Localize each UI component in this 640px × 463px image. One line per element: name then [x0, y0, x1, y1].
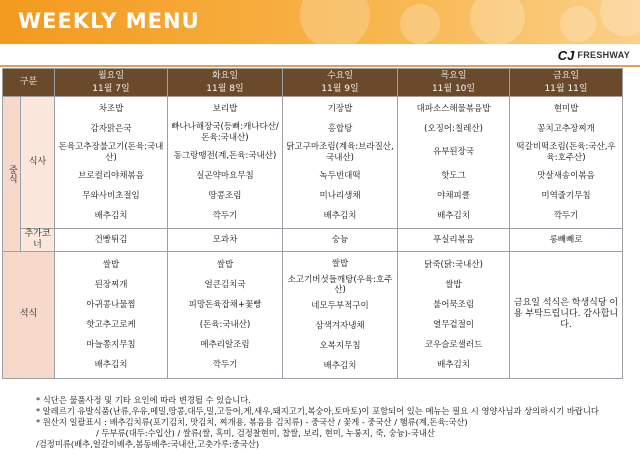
dinner-mon — [55, 251, 168, 378]
menu-item: 꽁치고추장찌개 — [537, 123, 595, 134]
menu-item: 유부된장국 — [432, 147, 475, 158]
page-title: WEEKLY MENU — [18, 9, 200, 33]
lunch-mon — [55, 97, 168, 229]
corner-mon: 건빵튀김 — [55, 229, 168, 252]
decor-circle — [560, 6, 596, 42]
dinner-tue — [168, 251, 283, 378]
dinner-fri — [510, 251, 623, 378]
lunch-label: 중식 — [3, 97, 21, 252]
menu-item: 불어묵조림 — [432, 299, 475, 310]
menu-item: 깍두기 — [553, 210, 579, 221]
menu-item: 아귀콩나물찜 — [86, 299, 136, 310]
footnote: * 알레르기 유발식품(난류,우유,메밀,땅콩,대두,밀,고등어,게,새우,돼지고기,복숭아,토마토)이 포함되어 있는 메뉴는 필요 시 영양사님과 상의하시기 바랍니다 — [36, 406, 599, 416]
menu-item: 배추김치 — [323, 360, 357, 371]
menu-item: 현미밥 — [553, 103, 579, 114]
menu-item: 돈육고추장불고기(돈육:국내산) — [58, 142, 164, 163]
divider — [0, 65, 640, 67]
dinner-label: 석식 — [3, 251, 55, 378]
day-date: 11월 10일 — [431, 83, 476, 94]
menu-item: (돈육:국내산) — [199, 319, 251, 330]
footnote: * 식단은 물품사정 및 기타 요인에 따라 변경될 수 있습니다. — [36, 395, 251, 405]
corner-tue: 모과차 — [168, 229, 283, 252]
brand-logo — [558, 47, 630, 63]
dinner-thu — [398, 251, 510, 378]
day-header-wed — [283, 69, 398, 97]
day-date: 11월 11일 — [544, 83, 588, 94]
menu-item: 깍두기 — [212, 210, 238, 221]
friday-dinner-notice: 금요일 석식은 학생식당 이용 부탁드립니다. 감사합니다. — [513, 297, 619, 331]
menu-item: 배추김치 — [437, 210, 470, 221]
header-row — [3, 69, 623, 97]
corner-thu: 푸실리볶음 — [398, 229, 510, 252]
menu-item: 홍합탕 — [327, 123, 353, 134]
menu-item: 배추김치 — [94, 210, 128, 221]
menu-item: 보리밥 — [212, 103, 238, 114]
menu-item: 쌀밥 — [331, 258, 349, 269]
decor-circle — [470, 0, 525, 44]
corner-fri: 롱빼빼로 — [510, 229, 623, 252]
menu-item: 쌀밥 — [216, 259, 234, 270]
day-name: 월요일 — [97, 71, 125, 82]
menu-item: 실곤약마요무침 — [196, 170, 254, 181]
footnote: * 원산지 일괄표시 : 배추김치류(포기김치, 맛김치, 찌개용, 볶음용 김치류) - 중국산 / 꽃게 - 중국산 / 햄류(계,돈육:국산) — [36, 417, 468, 427]
menu-item: 감자맑은국 — [90, 123, 132, 134]
menu-item: 네모두부적구이 — [311, 300, 369, 311]
day-name: 목요일 — [440, 71, 467, 82]
menu-item: 삼색겨자냉채 — [315, 320, 365, 331]
menu-item: 핫고추고로케 — [86, 319, 136, 330]
day-header-fri — [510, 69, 623, 97]
menu-item: 동그랑땡전(계,돈육:국내산) — [173, 150, 277, 161]
corner-wed: 숭늉 — [283, 229, 398, 252]
day-name: 금요일 — [552, 71, 580, 82]
menu-item: 미나리생채 — [319, 190, 361, 201]
menu-item: 브로컬리야채볶음 — [78, 170, 144, 181]
day-date: 11월 7일 — [92, 83, 130, 94]
menu-item: 얼큰김치국 — [204, 279, 246, 290]
menu-item: 피망돈육잡채+꽃빵 — [188, 299, 262, 310]
day-header-mon — [55, 69, 168, 97]
day-name: 수요일 — [326, 71, 354, 82]
menu-item: 맛살새송이볶음 — [537, 170, 595, 181]
menu-item: 쌀밥 — [445, 279, 462, 290]
lunch-tue — [168, 97, 283, 229]
decor-circle — [300, 0, 370, 44]
menu-item: 무와사비초절임 — [82, 190, 140, 201]
decor-circle — [400, 4, 440, 44]
day-date: 11월 8일 — [206, 83, 244, 94]
menu-item: 배추김치 — [437, 359, 470, 370]
menu-item: 코우슬로샐러드 — [424, 339, 483, 350]
day-name: 화요일 — [211, 71, 239, 82]
day-header-thu — [398, 69, 510, 97]
lunch-wed — [283, 97, 398, 229]
menu-item: 마늘쫑지무침 — [86, 339, 136, 350]
menu-item: 땅콩조림 — [208, 190, 242, 201]
footnote: /검정미류(배추,얼갈이배추,봄동배추:국내산,고춧가루:중국산) — [36, 439, 260, 449]
corner-label: 추가코너 — [21, 229, 55, 252]
menu-item: 야채피클 — [437, 190, 470, 201]
menu-item: 깍두기 — [212, 359, 238, 370]
menu-item: 미역줄기무침 — [541, 190, 591, 201]
day-date: 11월 9일 — [321, 83, 359, 94]
footnote: / 두부류(대두:수입산) / 쌀류(쌀, 흑미, 검정찰현미, 찹쌀, 보리, 현미, 누룽지, 죽, 숭늉)-국내산 — [96, 428, 435, 438]
menu-item: 배추김치 — [94, 359, 128, 370]
menu-item: 핫도그 — [441, 170, 466, 181]
menu-item: 된장찌개 — [94, 279, 128, 290]
lunch-row — [3, 97, 623, 229]
day-header-tue — [168, 69, 283, 97]
decor-circle — [600, 0, 640, 36]
menu-item: 닭고구마조림(계육:브라질산,국내산) — [286, 142, 394, 163]
menu-item: 소고기버섯들깨탕(우육:호주산) — [287, 274, 393, 295]
menu-item: 기장밥 — [327, 103, 353, 114]
dinner-wed — [283, 251, 398, 378]
menu-item: 열무겉절이 — [432, 319, 475, 330]
footnotes — [36, 395, 636, 450]
menu-item: 오복지무침 — [319, 340, 361, 351]
corner-row — [3, 229, 623, 252]
logo-freshway: FRESHWAY — [577, 50, 630, 60]
menu-item: 차조밥 — [98, 103, 124, 114]
lunch-fri — [510, 97, 623, 229]
menu-item: 빠나나해장국(등뼈:캐나다산/돈육:국내산) — [171, 122, 279, 143]
logo-cj: CJ — [557, 47, 575, 63]
header-banner — [0, 0, 640, 44]
meal-label: 식사 — [21, 97, 55, 229]
lunch-thu — [398, 97, 510, 229]
dinner-row — [3, 251, 623, 378]
menu-item: 닭죽(닭:국내산) — [424, 259, 483, 270]
menu-item: 배추김치 — [323, 210, 357, 221]
menu-item: 녹두빈대떡 — [319, 170, 361, 181]
menu-item: 메추리알조림 — [200, 339, 250, 350]
col-label: 구분 — [3, 69, 55, 97]
menu-item: 쌀밥 — [102, 259, 120, 270]
weekly-menu-table — [2, 68, 623, 379]
menu-item: 떡갈비떡조림(돈육:국산,우육:호주산) — [516, 142, 616, 163]
menu-item: (오징어:칠레산) — [424, 123, 483, 134]
menu-item: 대파소스해물볶음밥 — [416, 103, 491, 114]
